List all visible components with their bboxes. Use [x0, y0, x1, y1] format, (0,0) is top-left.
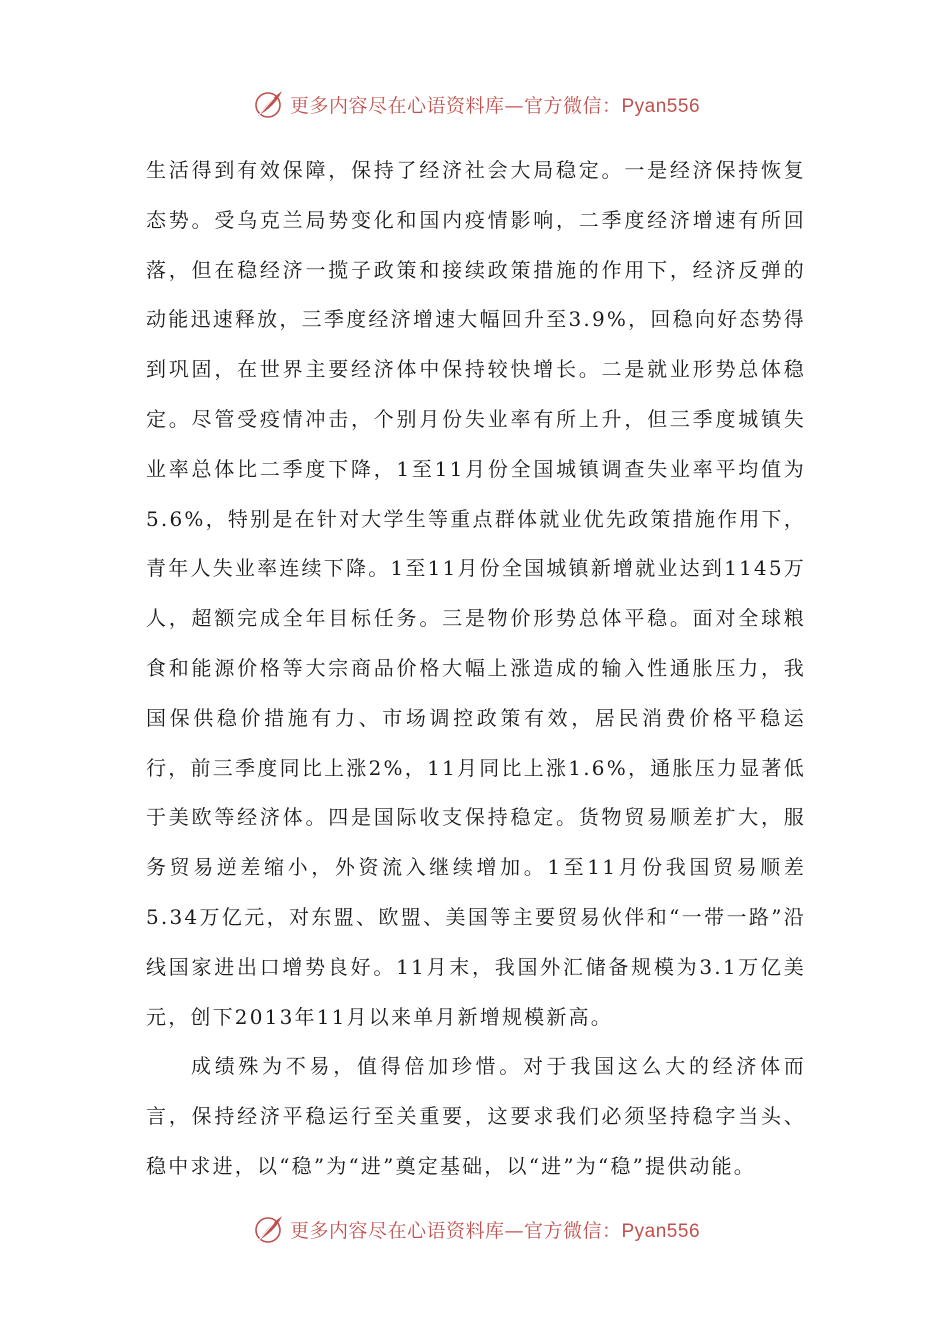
- watermark-wechat-id: Pyan556: [621, 95, 701, 117]
- watermark-site: 更多内容尽在心语资料库: [289, 1219, 505, 1242]
- watermark-text: [290, 91, 700, 118]
- watermark-separator: —: [504, 94, 524, 117]
- feather-pen-icon: [250, 1211, 286, 1247]
- watermark-wechat-label: 官方微信：: [523, 94, 622, 117]
- feather-pen-icon: [250, 86, 286, 122]
- watermark-wechat-label: 官方微信：: [523, 1219, 622, 1242]
- watermark-separator: —: [504, 1219, 524, 1242]
- document-body: [146, 146, 806, 1192]
- paragraph-1: 生活得到有效保障，保持了经济社会大局稳定。一是经济保持恢复态势。受乌克兰局势变化和国内疫情影响，二季度经济增速有所回落，但在稳经济一揽子政策和接续政策措施的作用下，经济反弹的动能迅速释放，三季度经济增速大幅回升至3.9%，回稳向好态势得到巩固，在世界主要经济体中保持较快增长。二是就业形势总体稳定。尽管受疫情冲击，个别月份失业率有所上升，但三季度城镇失业率总体比二季度下降，1至11月份全国城镇调查失业率平均值为5.6%，特别是在针对大学生等重点群体就业优先政策措施作用下，青年人失业率连续下降。1至11月份全国城镇新增就业达到1145万人，超额完成全年目标任务。三是物价形势总体平稳。面对全球粮食和能源价格等大宗商品价格大幅上涨造成的输入性通胀压力，我国保供稳价措施有力、市场调控政策有效，居民消费价格平稳运行，前三季度同比上涨2%，11月同比上涨1.6%，通胀压力显著低于美欧等经济体。四是国际收支保持稳定。货物贸易顺差扩大，服务贸易逆差缩小，外资流入继续增加。1至11月份我国贸易顺差5.34万亿元，对东盟、欧盟、美国等主要贸易伙伴和“一带一路”沿线国家进出口增势良好。11月末，我国外汇储备规模为3.1万亿美元，创下2013年11月以来单月新增规模新高。: [146, 158, 806, 1029]
- watermark-site: 更多内容尽在心语资料库: [289, 94, 505, 117]
- watermark-wechat-id: Pyan556: [621, 1220, 701, 1242]
- watermark-header: [0, 84, 950, 124]
- watermark-footer: [0, 1209, 950, 1249]
- paragraph-2: 成绩殊为不易，值得倍加珍惜。对于我国这么大的经济体而言，保持经济平稳运行至关重要，这要求我们必须坚持稳字当头、稳中求进，以“稳”为“进”奠定基础，以“进”为“稳”提供动能。: [146, 1054, 806, 1178]
- watermark-text: [290, 1216, 700, 1243]
